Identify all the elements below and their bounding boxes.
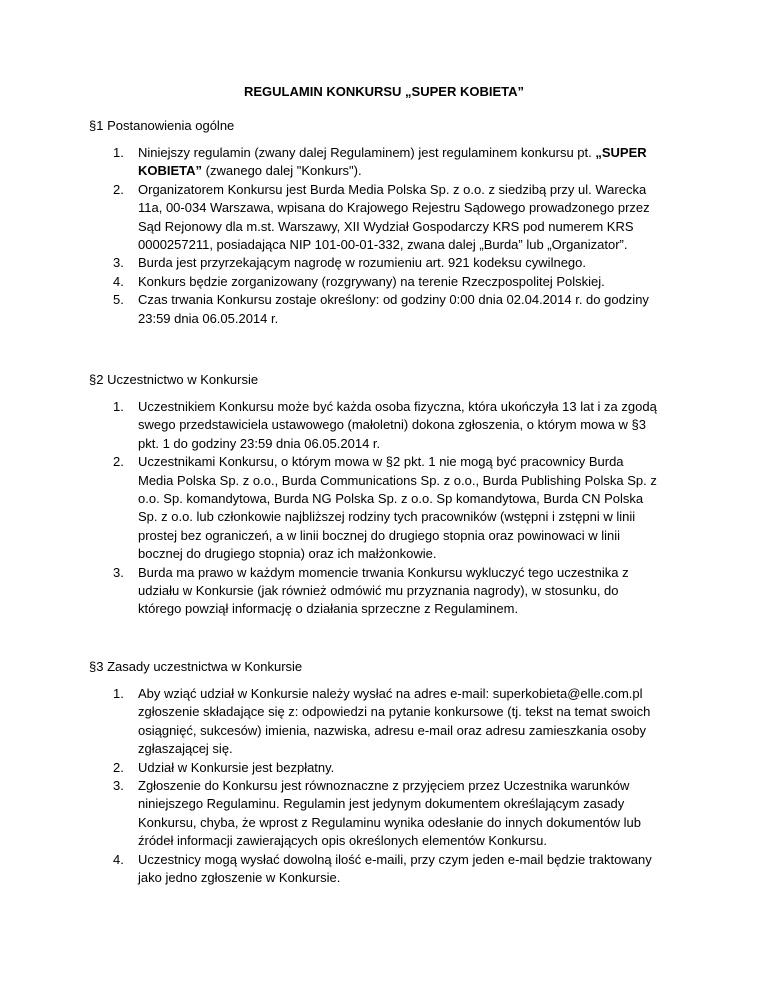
item-number: 4.	[113, 273, 124, 289]
item-number: 5.	[113, 292, 124, 308]
list-item	[89, 273, 659, 291]
item-text: Burda ma prawo w każdym momencie trwania Konkursu wykluczyć tego uczestnika z udziału w Konkursie (jak również odmówić mu przyznania nagrody), w stosunku, do którego powziął informację o działania sprzeczne z Regulaminem.	[138, 564, 629, 617]
item-number: 2.	[113, 454, 124, 470]
item-number: 2.	[113, 181, 124, 197]
list-item	[89, 254, 659, 272]
item-text: Organizatorem Konkursu jest Burda Media Polska Sp. z o.o. z siedzibą przy ul. Warecka 11a, 00-034 Warszawa, wpisana do Krajowego Rejestru Sądowego prowadzonego przez Sąd Rejonowy dla m.st. Warszawy, XII Wydział Gospodarczy KRS pod numerem KRS 0000257211, posiadająca NIP 101-00-01-332, zwana dalej „Burda” lub „Organizator”.	[138, 181, 650, 253]
list-item	[89, 291, 659, 328]
contest-name: „SUPER KOBIETA”	[138, 145, 647, 179]
item-text: Aby wziąć udział w Konkursie należy wysłać na adres e-mail: superkobieta@elle.com.pl zgłoszenie składające się z: odpowiedzi na pytanie konkursowe (tj. tekst na temat swoich osiągnięć, sukcesów) imienia, nazwiska, adresu e-mail oraz adresu zamieszkania osoby zgłaszającej się.	[138, 686, 651, 757]
item-number: 3.	[113, 255, 124, 271]
list-item	[89, 685, 659, 759]
item-number: 3.	[113, 778, 124, 794]
list-item	[89, 759, 659, 777]
item-text: Zgłoszenie do Konkursu jest równoznaczne z przyjęciem przez Uczestnika warunków niniejszego Regulaminu. Regulamin jest jedynym dokumentem określającym zasady Konkursu, chyba, że wprost z Regulaminu wynika odesłanie do innych dokumentów lub źródeł informacji zawierających opis określonych elementów Konkursu.	[138, 778, 641, 849]
item-number: 3.	[113, 564, 124, 580]
item-text: Uczestnikami Konkursu, o którym mowa w §2 pkt. 1 nie mogą być pracownicy Burda Media Polska Sp. z o.o., Burda Communications Sp. z o.o., Burda Publishing Polska Sp. z o.o. Sp. komandytowa, Burda NG Polska Sp. z o.o. Sp komandytowa, Burda CN Polska Sp. z o.o. lub członkowie najbliższej rodziny tych pracowników (wstępni i zstępni w linii prostej bez ograniczeń, a w linii bocznej do drugiego stopnia oraz powinowaci w linii bocznej do drugiego stopnia) oraz ich małżonkowie.	[138, 454, 657, 562]
section-2-heading: §2 Uczestnictwo w Konkursie	[89, 372, 259, 387]
list-item	[89, 144, 659, 181]
item-number: 1.	[113, 399, 124, 414]
item-text: Uczestnicy mogą wysłać dowolną ilość e-maili, przy czym jeden e-mail będzie traktowany jako jedno zgłoszenie w Konkursie.	[138, 851, 652, 886]
section-1-heading: §1 Postanowienia ogólne	[89, 118, 235, 133]
item-text: (zwanego dalej "Konkurs").	[202, 163, 362, 179]
list-item	[89, 453, 659, 563]
item-text: Konkurs będzie zorganizowany (rozgrywany) na terenie Rzeczpospolitej Polskiej.	[138, 273, 605, 289]
section-2-list	[89, 398, 659, 619]
item-number: 2.	[113, 759, 124, 775]
item-text: Czas trwania Konkursu zostaje określony: od godziny 0:00 dnia 02.04.2014 r. do godziny 23:59 dnia 06.05.2014 r.	[138, 292, 649, 326]
document-title: REGULAMIN KONKURSU „SUPER KOBIETA”	[244, 84, 524, 99]
item-text: Uczestnikiem Konkursu może być każda osoba fizyczna, która ukończyła 13 lat i za zgodą swego przedstawiciela ustawowego (małoletni) dokona zgłoszenia, o którym mowa w §3 pkt. 1 do godziny 23:59 dnia 06.05.2014 r.	[138, 399, 657, 451]
item-number: 4.	[113, 851, 124, 867]
list-item	[89, 181, 659, 255]
list-item	[89, 398, 659, 453]
item-number: 1.	[113, 686, 124, 701]
list-item	[89, 564, 659, 619]
list-item	[89, 777, 659, 851]
list-item	[89, 851, 659, 888]
section-1-list	[89, 144, 659, 328]
item-text: Udział w Konkursie jest bezpłatny.	[138, 759, 335, 775]
item-number: 1.	[113, 145, 124, 160]
section-3-heading: §3 Zasady uczestnictwa w Konkursie	[89, 659, 303, 674]
item-text: Niniejszy regulamin (zwany dalej Regulaminem) jest regulaminem konkursu pt.	[138, 145, 596, 160]
section-3-list	[89, 685, 659, 887]
item-text: Burda jest przyrzekającym nagrodę w rozumieniu art. 921 kodeksu cywilnego.	[138, 255, 586, 271]
